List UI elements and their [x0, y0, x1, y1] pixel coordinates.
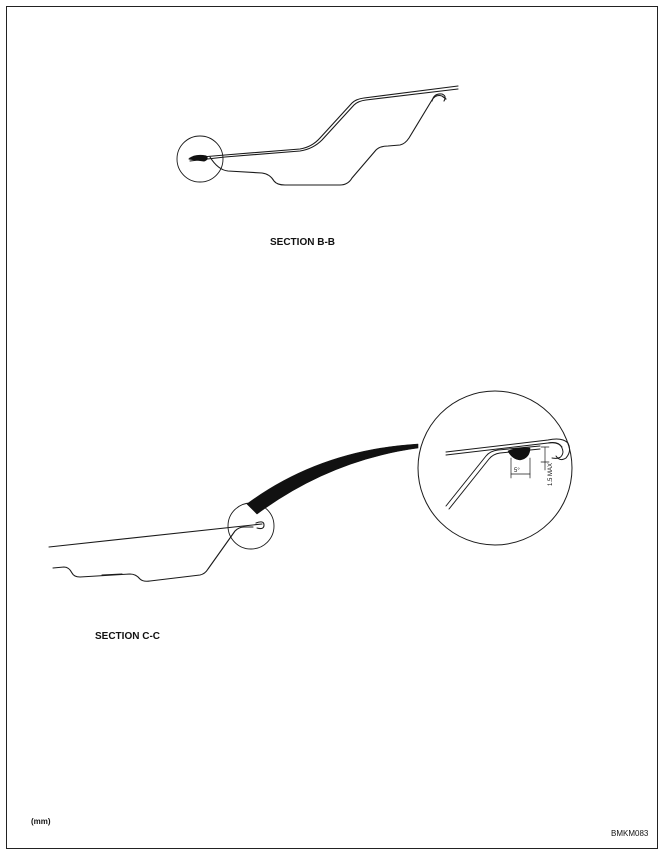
- magnify-leader: [247, 444, 418, 514]
- section-cc-label: SECTION C-C: [95, 631, 160, 642]
- section-cc-detail-circle: [228, 503, 274, 549]
- angle-dimension-label: 5°: [514, 468, 520, 474]
- section-bb-hem-detail: [189, 155, 207, 161]
- figure-code: BMKM083: [611, 829, 649, 838]
- section-cc-profile: [49, 522, 264, 581]
- gap-dimension-label: 1.5 MAX: [548, 462, 554, 486]
- units-label: (mm): [31, 817, 51, 826]
- section-bb-profile: [190, 86, 458, 185]
- section-bb-label: SECTION B-B: [270, 237, 335, 248]
